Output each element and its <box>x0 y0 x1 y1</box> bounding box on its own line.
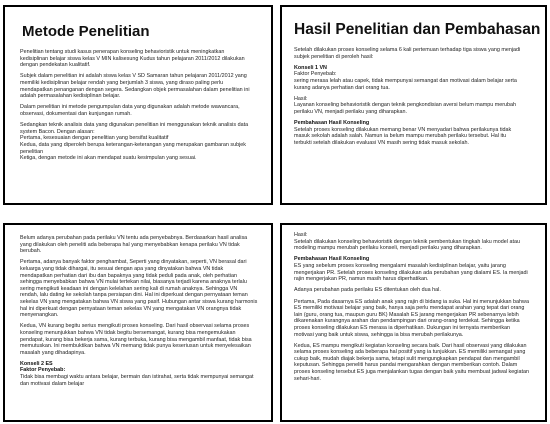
section-heading: Pembahasan Hasil Konseling <box>294 120 370 127</box>
paragraph: Penelitian tentang studi kasus penerapan konseling behavioristik untuk meningkatkan kedisiplinan belajar siswa kelas V MIN kalisesung Kudus tahun pelajaran 2011/2012 dilakukan dengan pendekatan kualitatif. <box>20 49 245 69</box>
paragraph: Hasil: Layanan konseling behavioristik dengan teknik pengkondisian aversi belum mampu merubah perilaku VN, menjadi perilaku yang diharapkan. <box>294 95 517 115</box>
slide-body <box>20 49 265 166</box>
paragraph: Kedua, ES mampu mengikuti kegiatan konseling secara baik. Dari hasil observasi yang dilakukan selama proses konseling ada beberapa hal positif yang ia tunjukkan. ES memiliki semangat yang cukup baik, mudah diajak bekerja sama, tetapi sulit mengungkapkan pendapat dan mengambil keputusan. Sehingga peneliti harus pandai mengarahkan dengan memberikan contoh. Dalam proses konseling tersebut ES juga menjalankan tugas dengan baik yaitu membuat jadwal kegiatan sehari-hari. <box>294 342 529 382</box>
paragraph: Tidak bisa membagi waktu antara belajar, bermain dan istirahat, serta tidak mempunyai semangat dan motivasi dalam belajar <box>20 374 254 387</box>
slide-title: Metode Penelitian <box>22 23 150 40</box>
paragraph: Sedangkan teknik analisis data yang digunakan penelitian ini menggunakan teknik analisis data system Bacon. Dengan alasan: Pertama, kesesuaian dengan penelitian yang bersifat kualitatif Kedua, data yang diperoleh berupa keterangan-keterangan yang merupakan gambaran subjek penelitian Ketiga, dengan metode ini akan mendapat suatu kesimpulan yang sesuai. <box>20 122 249 162</box>
section-heading: Pembahasan Hasil Konseling <box>294 256 370 263</box>
paragraph: Kedua, VN kurang begitu serius mengikuti proses konseling. Dari hasil observasi selama proses konseling menunjukkan bahwa VN tidak begitu bersemangat, kurang bisa mengemukakan pendapat, kurang bisa bekerja sama, kurang terbuka, kurang bisa mengambil manfaat, tidak bisa memutuskan. Ini membuktikan bahwa VN memang tidak punya keseriusan untuk menyelesaikan masalah yang dihadapinya. <box>20 323 252 356</box>
paragraph: Pertama, Pada dasarnya ES adalah anak yang rajin di bidang ia suka. Hal ini menunjukkan bahwa ES memiliki motivasi belajar yang baik, hanya saja perlu mendapat arahan yang tepat dari orang lain (guru, orang tua, maupun guru BK) Masalah ES jarang mengerjakan PR sebenarnya lebih dikarenakan kurangnya arahan dan pendampingan dari orang-orang terdekat. Sehingga ketika proses konseling dilakukan ES merasa ia diperhatikan. Dukungan ini ternyata memberikan motivasi yang baik untuk siswa, sehingga ia bisa merubah perilakunya. <box>294 298 529 338</box>
slide-body <box>294 47 539 151</box>
slide-body <box>294 232 539 387</box>
slide-title: Hasil Penelitian dan Pembahasan <box>294 21 541 38</box>
paragraph: Setelah proses konseling dilakukan memang benar VN menyadari bahwa perilakunya tidak masuk sekolah adalah salah. Namun ia belum mampu merubah perilaku tersebut. Hal itu terbukti setelah dilakukan evaluasi VN masih sering tidak masuk sekolah. <box>294 126 512 146</box>
paragraph: Faktor Penyebab: sering merasa lelah atau capek, tidak mempunyai semangat dan motivasi dalam belajar serta kurang adanya perhatian dari orang tua. <box>294 71 517 91</box>
paragraph: Setelah dilakukan proses konseling selama 6 kali pertemuan terhadap tiga siswa yang menjadi subjek penelitian di peroleh hasil: <box>294 47 521 60</box>
slide-metode-penelitian <box>3 5 273 205</box>
paragraph: Pertama, adanya banyak faktor penghambat, Seperti yang dinyatakan, seperti, VN berasal dari keluarga yang tidak dihargai, itu sesuai dengan apa yang dinyatakan bahwa VN tidak mendapatkan perhatian dari ibu dan bapaknya yang tidak peduli pada anak, oleh perhatian sehingga menyebabkan bahwa VN mulai tertekan nilai, biasanya terjadi karena anaknya terlalu sering mengikuti keadaan ini dengan kelelahan sering kali di rumah anaknya. Sehingga VN rendah, lalu dating ke sekolah tanpa persiapan dini. Hal ini diperkuat dengan pernyataan teman sekelas VN yang mengatakan bahwa VN siswa yang pasif. Hubungan antar siswa kurang harmonis hal ini diperkuat dengan pernyataan teman sekelas VN yang mengatakan VN orangnya tidak menyenangkan. <box>20 259 258 319</box>
slide-body <box>20 235 265 392</box>
section-heading: Faktor Penyebab: <box>20 367 66 374</box>
slide-pembahasan-vn <box>3 223 273 422</box>
paragraph: Hasil: Setelah dilakukan konseling behavioristik dengan teknik pembentukan tingkah laku model atau modeling mampu merubah perilaku konseli, menjadi perilaku yang diharapkan. <box>294 232 520 252</box>
paragraph: Adanya perubahan pada perilaku ES ditentukan oleh dua hal. <box>294 287 441 294</box>
paragraph: ES yang sebelum proses konseling mengalami masalah kedisiplinan belajar, yaitu jarang mengerjakan PR. Setelah proses konseling dilakukan ada perubahan yang dialami ES. Ia menjadi rajin mengerjakan PR, namun masih harus diperhatikan. <box>294 262 528 283</box>
slide-hasil-penelitian <box>280 5 547 205</box>
section-heading: Konseli 2 ES <box>20 360 53 367</box>
slide-pembahasan-es <box>280 223 547 422</box>
paragraph: Dalam penelitian ini metode pengumpulan data yang digunakan adalah metode wawancara, observasi, dokumentasi dan kunjungan rumah. <box>20 104 240 117</box>
section-heading: Konseli 1 VN <box>294 64 327 71</box>
paragraph: Subjek dalam penelitian ini adalah siswa kelas V SD Samaran tahun pelajaran 2011/2012 yang memiliki kedisiplinan belajar rendah yang berjumlah 3 siswa, yang diraso paling perlu mendapatkan penanganan dengan segera. Sedangkan objek permasalahan dalam penelitian ini adalah permasalahan kedisiplinan belajar. <box>20 73 250 100</box>
paragraph: Belum adanya perubahan pada perilaku VN tentu ada penyebabnya. Berdasarkan hasil analisa yang dilakukan oleh peneliti ada beberapa hal yang menyebabkan kenapa perilaku VN tidak berubah. <box>20 235 248 255</box>
